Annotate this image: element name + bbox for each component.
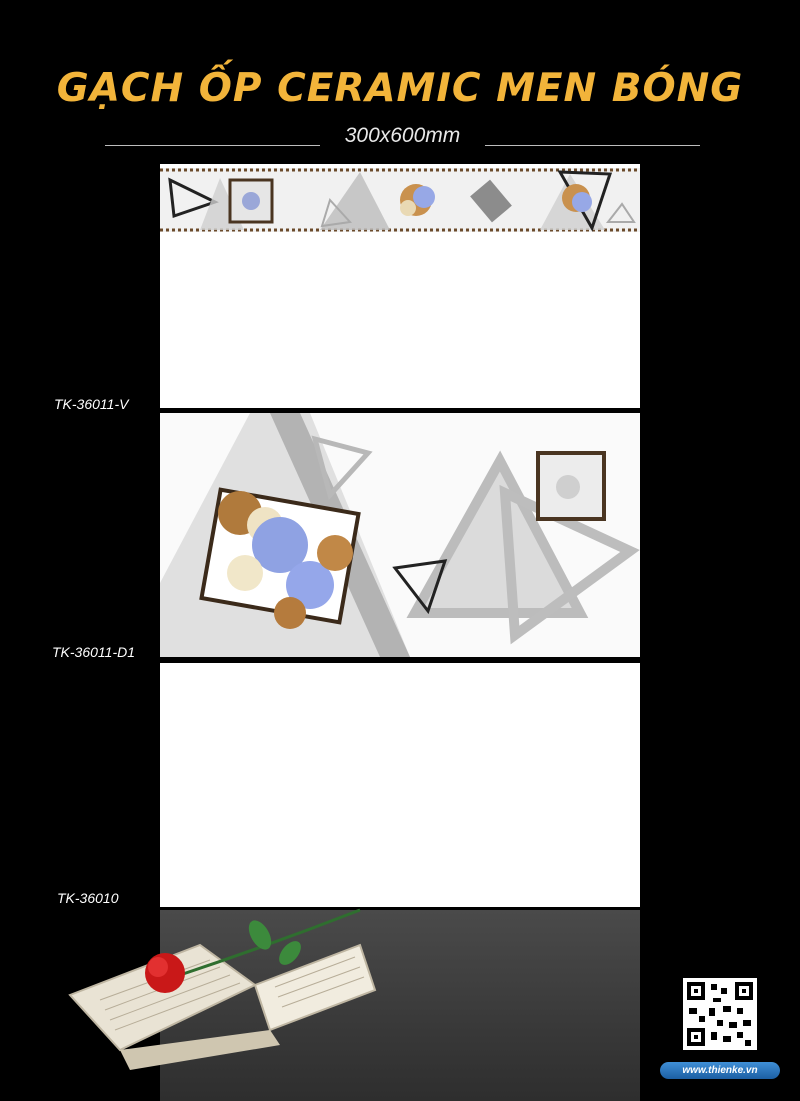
tile-plain xyxy=(160,663,640,907)
tile-code-decor: TK-36011-D1 xyxy=(52,644,136,660)
website-badge[interactable]: www.thienke.vn xyxy=(660,1062,780,1079)
tile-border xyxy=(160,164,640,408)
size-label: 300x600mm xyxy=(344,124,461,147)
book-rose-image xyxy=(60,905,390,1085)
size-row xyxy=(105,124,700,148)
tile-decor xyxy=(160,413,640,657)
page-title: GẠCH ỐP CERAMIC MEN BÓNG xyxy=(56,66,744,111)
divider-right xyxy=(485,145,700,146)
qr-code-pattern xyxy=(683,978,757,1050)
border-tile-pattern xyxy=(160,164,640,408)
tile-code-border: TK-36011-V xyxy=(54,396,129,412)
decor-tile-pattern xyxy=(160,413,640,657)
tile-code-plain: TK-36010 xyxy=(57,890,119,906)
qr-code[interactable] xyxy=(683,978,757,1050)
